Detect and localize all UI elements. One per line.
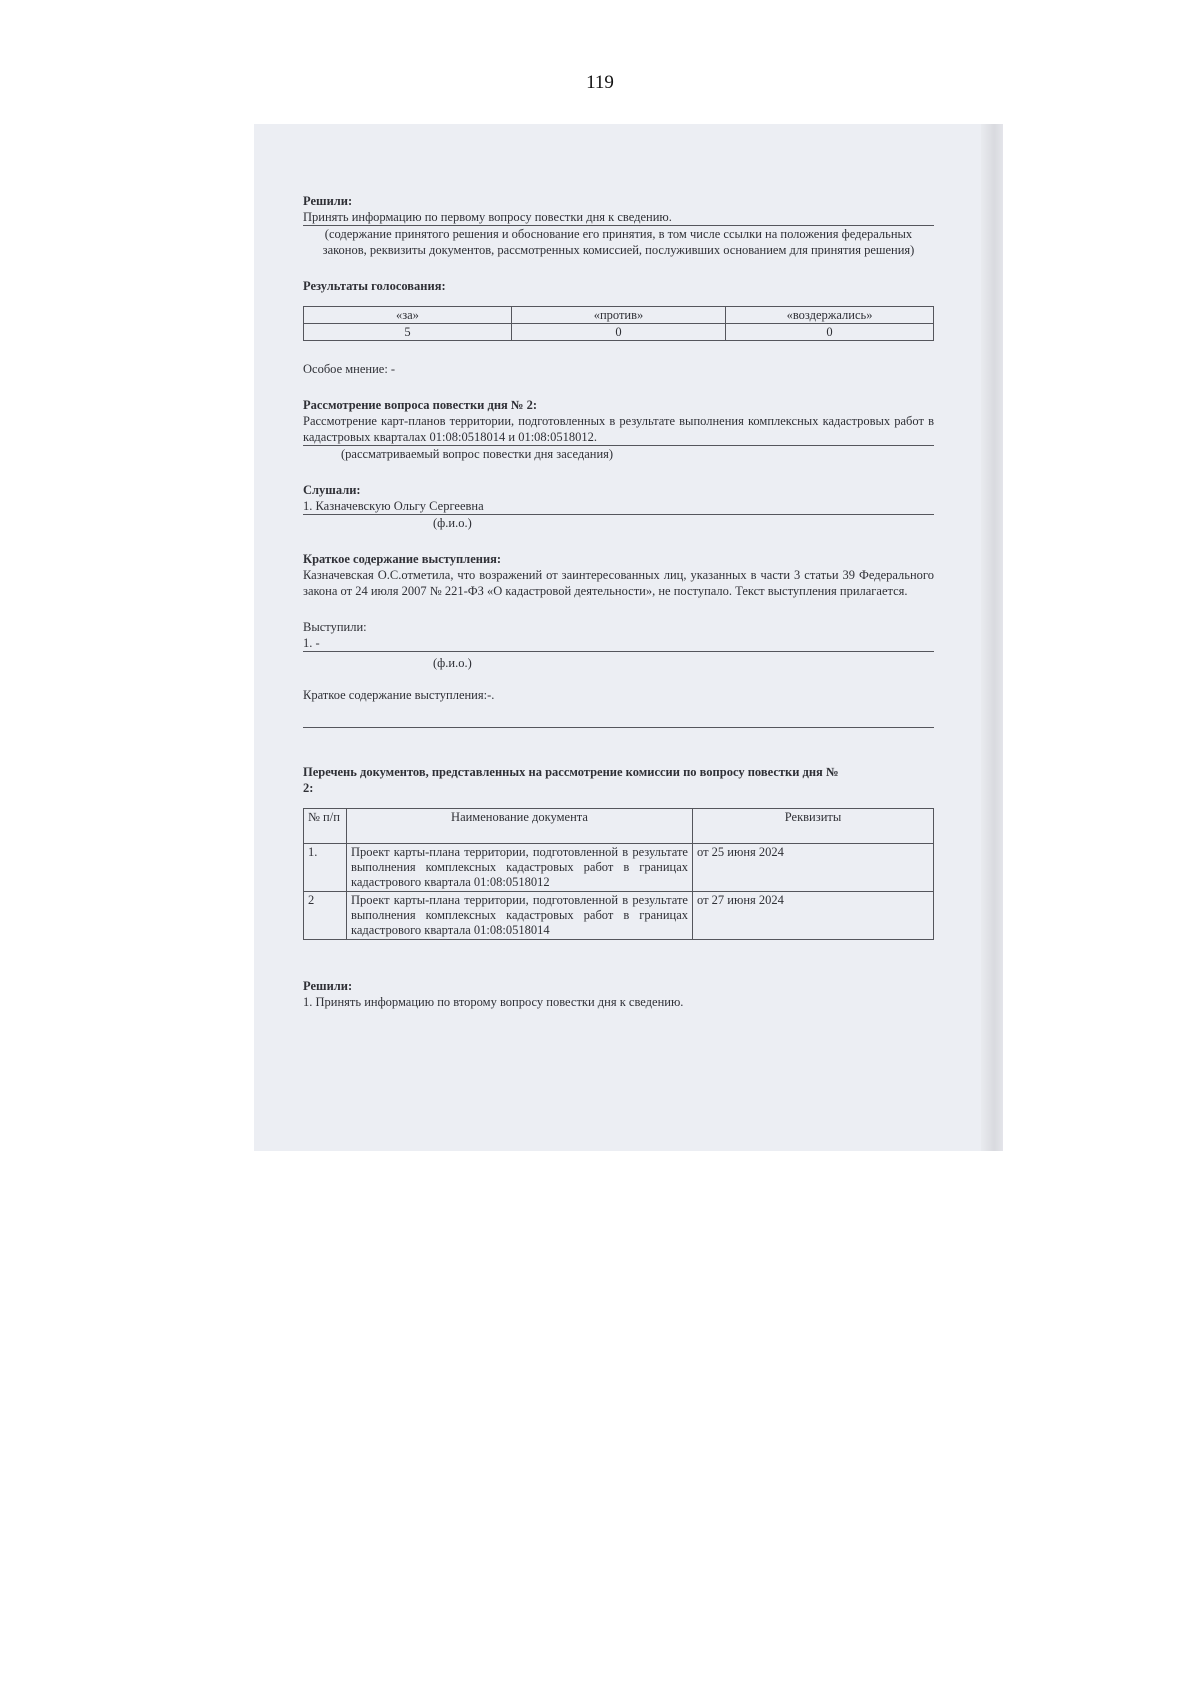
decision-heading: Решили: xyxy=(303,194,353,208)
doc-details-header: Реквизиты xyxy=(693,809,934,844)
doc-name-header: Наименование документа xyxy=(347,809,693,844)
special-opinion: Особое мнение: - xyxy=(303,362,396,376)
page-number: 119 xyxy=(586,72,614,93)
vote-against-header: «против» xyxy=(511,307,725,324)
question2-text: Рассмотрение карт-планов территории, подготовленных в результате выполнения комплексных кадастровых работ в кадастровых кварталах 01:08:0518014 и 01:08:0518012. xyxy=(303,414,934,444)
voting-table xyxy=(303,306,934,341)
doc-details: от 27 июня 2024 xyxy=(693,892,934,940)
doc-num: 1. xyxy=(304,844,347,892)
table-row xyxy=(304,892,934,940)
documents-header-row xyxy=(304,809,934,844)
decision-caption: (содержание принятого решения и обоснование его принятия, в том числе ссылки на положения федеральных законов, реквизиты документов, рассмотренных комиссией, послуживших основанием для принятия решения) xyxy=(322,227,915,257)
vote-abstain-header: «воздержались» xyxy=(726,307,934,324)
listened-person: 1. Казначевскую Ольгу Сергеевна xyxy=(303,498,934,515)
doc-num: 2 xyxy=(304,892,347,940)
summary-heading: Краткое содержание выступления: xyxy=(303,552,502,566)
scan-edge-shadow xyxy=(981,124,1003,1151)
table-row xyxy=(304,844,934,892)
question2-caption: (рассматриваемый вопрос повестки дня заседания) xyxy=(341,447,614,461)
final-decision-heading: Решили: xyxy=(303,979,353,993)
vote-for-header: «за» xyxy=(304,307,512,324)
doc-name: Проект карты-плана территории, подготовленной в результате выполнения комплексных кадастровых работ в границах кадастрового квартала 01:08:0518012 xyxy=(347,844,693,892)
summary-text: Казначевская О.С.отметила, что возражений от заинтересованных лиц, указанных в части 3 статьи 39 Федерального закона от 24 июля 2007 № 221-ФЗ «О кадастровой деятельности», не поступало. Текст выступления прилагается. xyxy=(303,568,934,598)
question2-heading: Рассмотрение вопроса повестки дня № 2: xyxy=(303,398,538,412)
speakers-person: 1. - xyxy=(303,635,934,652)
voting-header-row xyxy=(304,307,934,324)
vote-against-value: 0 xyxy=(511,324,725,341)
speakers-heading: Выступили: xyxy=(303,620,367,634)
documents-heading: Перечень документов, представленных на рассмотрение комиссии по вопросу повестки дня № 2: xyxy=(303,765,839,795)
documents-table xyxy=(303,808,934,940)
blank-line xyxy=(303,703,934,728)
final-decision-text: 1. Принять информацию по второму вопросу повестки дня к сведению. xyxy=(303,995,684,1009)
vote-abstain-value: 0 xyxy=(726,324,934,341)
listened-heading: Слушали: xyxy=(303,483,361,497)
document-content xyxy=(303,193,934,1010)
doc-details: от 25 июня 2024 xyxy=(693,844,934,892)
doc-name: Проект карты-плана территории, подготовленной в результате выполнения комплексных кадастровых работ в границах кадастрового квартала 01:08:0518014 xyxy=(347,892,693,940)
listened-caption: (ф.и.о.) xyxy=(433,516,472,530)
voting-heading: Результаты голосования: xyxy=(303,279,446,293)
vote-for-value: 5 xyxy=(304,324,512,341)
voting-values-row xyxy=(304,324,934,341)
speakers-caption: (ф.и.о.) xyxy=(433,656,472,670)
doc-num-header: № п/п xyxy=(304,809,347,844)
scanned-page xyxy=(254,124,1003,1151)
summary2-text: Краткое содержание выступления:-. xyxy=(303,688,495,702)
decision-text: Принять информацию по первому вопросу повестки дня к сведению. xyxy=(303,209,934,226)
